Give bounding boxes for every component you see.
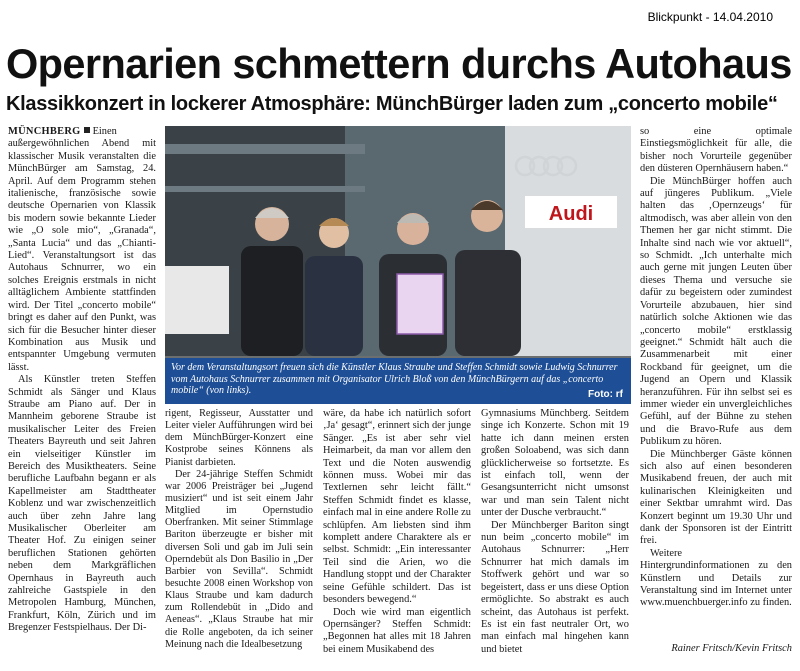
article-photo (165, 126, 631, 404)
headline: Opernarien schmettern durchs Autohaus (6, 40, 792, 87)
article-column-2 (165, 408, 313, 651)
article-column-3 (323, 408, 471, 656)
dateline: MÜNCHBERG (8, 126, 81, 137)
concert-poster (397, 274, 443, 334)
caption-text: Vor dem Veranstaltungsort freuen sich die Künstler Klaus Straube und Steffen Schmidt sowie Ludwig Schnurrer vom Autohaus Schnurrer zusammen mit Organisator Ulrich Bloß von den MünchBürgern auf das „concerto mobile“ (von links). (171, 362, 618, 396)
paragraph: Gymnasiums Münchberg. Seitdem singe ich Konzerte. Schon mit 19 hatte ich dann meinen ersten großen Soloabend, was sich dann glücklicherweise so fortsetzte. Es ist einfach toll, wenn der Gesangsunterricht nicht umsonst war und man sein Talent nicht unter der Dusche verbraucht.“ (481, 408, 629, 519)
square-bullet-icon (84, 127, 90, 133)
paragraph: Der Münchberger Bariton singt nun beim „concerto mobile“ im Autohaus Schnurrer: „Herr Schnurrer hat mich damals im Stoffwerk gehört und war so begeistert, dass er uns diese Option ermöglichte. So abstrakt es auch scheint, das Autohaus ist perfekt. Es ist ein fast neutraler Ort, wo man einfach mal hingehen kann und bietet (481, 519, 629, 655)
lead-paragraph (8, 126, 156, 374)
article-column-5 (640, 126, 792, 610)
paragraph: rigent, Regisseur, Ausstatter und Leiter vieler Aufführungen wird bei dem MünchBürger-Konzert eine Kostprobe seines Könnens als Pianist darbieten. (165, 408, 313, 468)
paragraph: Der 24-jährige Steffen Schmidt war 2006 Preisträger bei „Jugend musiziert“ und ist seit einem Jahr Mitglied im Opernstudio Oberfranken. Mit seiner Stimmlage Bariton überzeugte er bisher mit diversen Soli und gab im Juli sein Operndebüt als Don Basilio in „Der Barbier von Sevilla“. Schmidt besuchte 2008 einen Workshop von Klaus Straube und kam dadurch zum Rollendebüt in „Dido and Aeneas“. „Klaus Straube hat mir die Rolle angeboten, da ich seiner Meinung nach die Idealbesetzung (165, 468, 313, 650)
photo-credit: Foto: rf (588, 388, 623, 400)
paragraph: wäre, da habe ich natürlich sofort ‚Ja‘ gesagt“, erinnert sich der junge Sänger. „Es ist aber sehr viel Heimarbeit, da man vor allem den Text und die Noten auswendig können muss. Wobei mir das Textlernen sehr leicht fällt.“ Steffen Schmidt findet es klasse, einfach mal in eine andere Rolle zu schlüpfen. Am liebsten sind ihm komplett andere Charaktere als er selbst. Schmidt: „Ein interessanter Teil sind die Arien, wo die Handlung stoppt und der Charakter seine Gefühle schildert. Das ist besonders bewegend.“ (323, 408, 471, 606)
paragraph: Die MünchBürger hoffen auch auf jüngeres Publikum. „Viele halten das ‚Opernzeugs‘ für altmodisch, was aber allein von den Themen her gar nicht stimmt. Die Inhalte sind nach wie vor aktuell“, so Schmidt. „Ich unterhalte mich auch gerne mit jungen Leuten über dieses Thema und versuche sie dafür zu begeistern oder zumindest Vorurteile abzubauen, hier sind natürlich solche Aktionen wie das „concerto mobile“ erstklassig geeignet.“ Schmidt hält auch die Zusammenarbeit mit einer Rockband für geeignet, um die Jugend an Opern und Klassik heranzuführen. Für ihn selbst sei es immer wieder ein unvergleichliches Gefühl, auf der Bühne zu stehen und die Bravo-Rufe aus dem Publikum zu hören. (640, 175, 792, 448)
photo-caption (165, 358, 631, 404)
audi-sign-text: Audi (548, 203, 594, 225)
source-stamp: Blickpunkt - 14.04.2010 (647, 10, 773, 24)
paragraph: Weitere Hintergrundinformationen zu den Künstlern und Details zur Veranstaltung sind im Internet unter www.muenchbuerger.info zu finden. (640, 547, 792, 609)
paragraph: Die Münchberger Gäste können sich also auf einen besonderen Musikabend freuen, der auch mit kulinarischen Kleinigkeiten und einer Sektbar umrahmt wird. Das Konzert beginnt um 19.30 Uhr und dank der Sponsoren ist der Eintritt frei. (640, 448, 792, 547)
paragraph-text: Einen außergewöhnlichen Abend mit klassischer Musik veranstalten die MünchBürger am Samstag, 24. April. Auf dem Programm stehen italienische, französische sowie deutsche Opernarien von Klassik bis modern sowie bekannte Lieder wie „O sole mio“, „Granada“, „Santa Lucia“ und das „Chianti-Lied“. Veranstaltungsort ist das Autohaus Schnurrer, wo ein solches Ereignis erstmals in nicht alltäglichem Ambiente stattfinden wird. Der Titel „concerto mobile“ bringt es daher auf den Punkt, was sich für die Besucher hinter dieser Kombination aus Musik und entspannter Umgebung vermuten lässt. (8, 126, 156, 373)
subheadline: Klassikkonzert in lockerer Atmosphäre: MünchBürger laden zum „concerto mobile“ (6, 93, 778, 115)
article-column-4 (481, 408, 629, 656)
article-column-1 (8, 126, 156, 635)
paragraph: Als Künstler treten Steffen Schmidt als Sänger und Klaus Straube am Piano auf. Der in Mannheim geborene Straube ist musikalischer Leiter des Freien Theaters Bayreuth und seit Jahren ein vielseitiger Künstler im Bereich des Musiktheaters. Seine berufliche Laufbahn begann er als Kapellmeister am Stadttheater Koblenz und war zwischenzeitlich auch über zehn Jahre lang Musikalischer Oberleiter am Theater Hof. Zu einigen seiner beruflichen Stationen gehörten neben dem Markgräflichen Opernhaus in Bayreuth auch zahlreiche Gastspiele in den Metropolen Hamburg, München, Frankfurt, Köln, Zürich und im Bregenzer Festspielhaus. Der Di- (8, 374, 156, 634)
paragraph: Doch wie wird man eigentlich Opernsänger? Steffen Schmidt: „Begonnen hat alles mit 18 Jahren bei einem Musikabend des (323, 606, 471, 655)
paragraph: so eine optimale Einstiegsmöglichkeit für alle, die bisher noch Vorurteile gegenüber den düsteren Opernhäusern haben.“ (640, 126, 792, 175)
author-byline: Rainer Fritsch/Kevin Fritsch (671, 643, 792, 654)
